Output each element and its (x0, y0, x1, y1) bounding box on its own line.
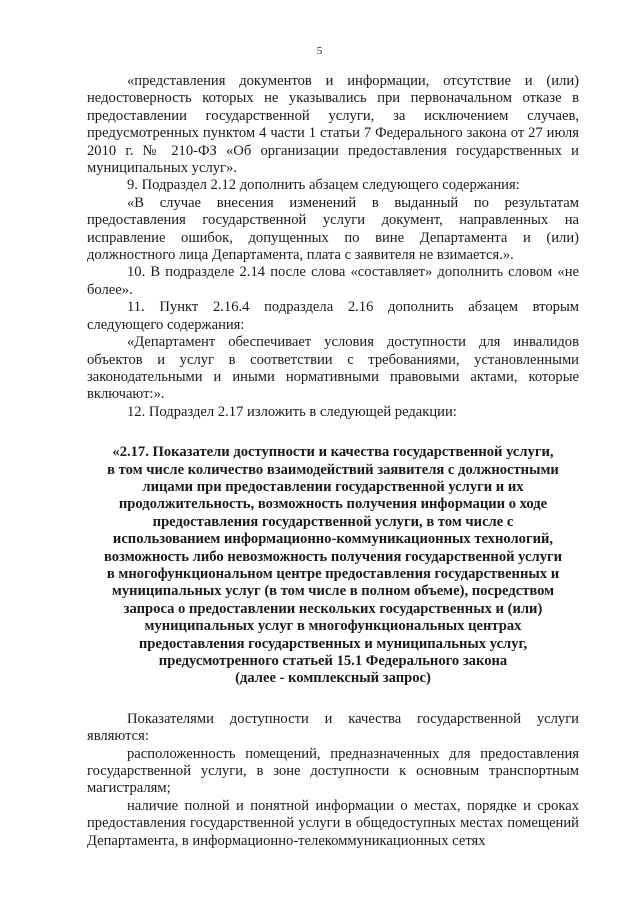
heading-line: возможность либо невозможность получения государственной услуги (103, 548, 563, 565)
heading-line: «2.17. Показатели доступности и качества государственной услуги, (112, 444, 554, 461)
heading-line: использованием информационно-коммуникационных технологий, (112, 531, 554, 548)
heading-line: в многофункциональном центре предоставления государственных и (106, 565, 560, 582)
heading-line: лицами при предоставлении государственной услуги и их (142, 478, 524, 495)
paragraph: «В случае внесения изменений в выданный по результатам предоставления государственной услуги документ, направленных на исправление ошибок, допущенных по вине Департамента и (или) должностного лица Департамента, плата с заявителя не взимается.». (87, 194, 579, 264)
paragraph: 12. Подраздел 2.17 изложить в следующей редакции: (127, 403, 457, 420)
heading-line: (далее - комплексный запрос) (235, 670, 431, 687)
paragraph: «представления документов и информации, отсутствие и (или) недостоверность которых не указывались при первоначальном отказе в предоставлении государственной услуги, за исключением случаев, предусмотренных пунктом 4 части 1 статьи 7 Федерального закона от 27 июля 2010 г. № 210-ФЗ «Об организации предоставления государственных и муниципальных услуг». (87, 73, 579, 177)
heading-line: муниципальных услуг в многофункциональных центрах (144, 618, 522, 635)
heading-line: запроса о предоставлении нескольких государственных и (или) (123, 600, 543, 617)
heading-line: предоставления государственной услуги, в том числе с (152, 513, 514, 530)
paragraph: «Департамент обеспечивает условия доступности для инвалидов объектов и услуг в соответствии с требованиями, установленными законодательными и иными нормативными правовыми актами, которые включают:». (87, 334, 579, 403)
heading-line: предусмотренного статьей 15.1 Федерального закона (158, 653, 508, 669)
paragraph: Показателями доступности и качества государственной услуги являются: (87, 710, 579, 745)
paragraph: наличие полной и понятной информации о местах, порядке и сроках предоставления государственной услуги в общедоступных местах помещений Департамента, в информационно-телекоммуникационных сетях (87, 797, 579, 849)
paragraph: 11. Пункт 2.16.4 подраздела 2.16 дополнить абзацем вторым следующего содержания: (87, 299, 579, 333)
heading-line: в том числе количество взаимодействий заявителя с должностными (107, 461, 559, 478)
paragraph: 9. Подраздел 2.12 дополнить абзацем следующего содержания: (127, 177, 520, 194)
document-body (87, 73, 579, 850)
section-heading (87, 444, 579, 688)
paragraph: расположенность помещений, предназначенных для предоставления государственной услуги, в зоне доступности к основным транспортным магистралям; (87, 745, 579, 797)
heading-line: предоставления государственных и муниципальных услуг, (138, 635, 528, 652)
page-number: 5 (316, 45, 323, 57)
heading-line: продолжительность, возможность получения информации о ходе (118, 496, 548, 513)
paragraph: 10. В подразделе 2.14 после слова «составляет» дополнить словом «не более». (87, 264, 579, 298)
heading-line: муниципальных услуг (в том числе в полном объеме), посредством (111, 583, 555, 600)
